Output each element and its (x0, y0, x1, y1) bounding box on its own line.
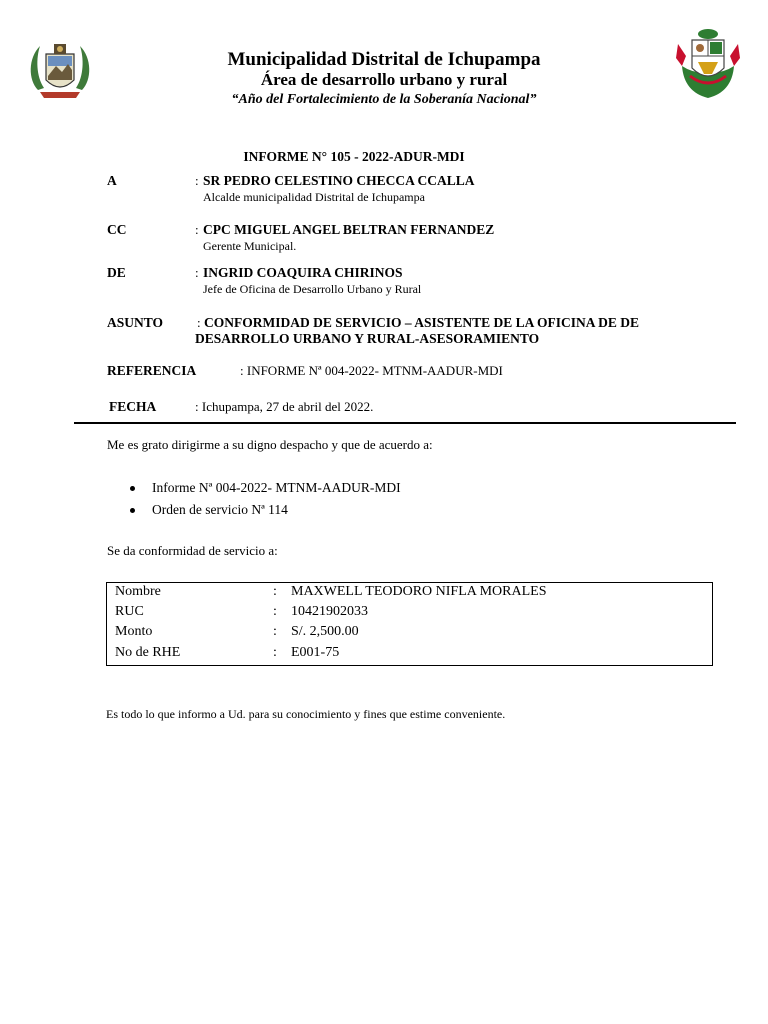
row-separator: : (273, 645, 277, 660)
list-item: Orden de servicio Nª 114 (128, 502, 401, 524)
intro-text: Me es grato dirigirme a su digno despacho y que de acuerdo a: (107, 437, 433, 452)
field-cc-label: CC (107, 222, 127, 237)
field-cc-role: Gerente Municipal. (203, 239, 297, 253)
row-key: Nombre (115, 584, 161, 599)
field-a-label: A (107, 173, 117, 188)
field-cc-separator: : (195, 222, 199, 237)
field-asunto-line1: CONFORMIDAD DE SERVICIO – ASISTENTE DE LA OFICINA DE DE (204, 315, 639, 330)
field-de-separator: : (195, 265, 199, 280)
conformidad-text: Se da conformidad de servicio a: (107, 543, 278, 558)
service-details-table (106, 582, 713, 666)
field-a-role: Alcalde municipalidad Distrital de Ichupampa (203, 190, 425, 204)
row-separator: : (273, 624, 277, 639)
field-de-label: DE (107, 265, 126, 280)
informe-number: INFORME N° 105 - 2022-ADUR-MDI (243, 149, 465, 164)
row-value: S/. 2,500.00 (291, 624, 359, 639)
page-title: Municipalidad Distrital de Ichupampa (227, 49, 541, 70)
header-divider (74, 422, 736, 424)
field-a-name: SR PEDRO CELESTINO CHECCA CCALLA (203, 173, 475, 188)
field-asunto-separator: : (197, 315, 201, 330)
field-asunto-label: ASUNTO (107, 315, 164, 330)
field-cc-name: CPC MIGUEL ANGEL BELTRAN FERNANDEZ (203, 222, 495, 237)
year-motto: “Año del Fortalecimiento de la Soberanía Nacional” (231, 92, 537, 107)
list-item: Informe Nª 004-2022- MTNM-AADUR-MDI (128, 480, 401, 502)
field-a-separator: : (195, 173, 199, 188)
closing-text: Es todo lo que informo a Ud. para su conocimiento y fines que estime conveniente. (106, 707, 506, 721)
field-fecha-label: FECHA (109, 399, 157, 414)
field-de-name: INGRID COAQUIRA CHIRINOS (203, 265, 403, 280)
field-de-role: Jefe de Oficina de Desarrollo Urbano y Rural (203, 282, 422, 296)
field-referencia-value: : INFORME Nª 004-2022- MTNM-AADUR-MDI (240, 363, 503, 378)
row-separator: : (273, 584, 277, 599)
field-asunto-line2: DESARROLLO URBANO Y RURAL-ASESORAMIENTO (195, 331, 540, 346)
department-subtitle: Área de desarrollo urbano y rural (260, 70, 508, 89)
row-value: 10421902033 (291, 604, 368, 619)
row-key: No de RHE (115, 645, 181, 660)
field-fecha-value: : Ichupampa, 27 de abril del 2022. (195, 399, 374, 414)
reference-list (128, 480, 401, 524)
field-referencia-label: REFERENCIA (107, 363, 197, 378)
row-value: E001-75 (291, 645, 340, 660)
row-separator: : (273, 604, 277, 619)
row-key: RUC (115, 604, 144, 619)
row-key: Monto (115, 624, 153, 639)
row-value: MAXWELL TEODORO NIFLA MORALES (291, 584, 547, 599)
peru-national-emblem-icon (672, 26, 744, 102)
municipal-coat-of-arms-icon (24, 40, 96, 102)
